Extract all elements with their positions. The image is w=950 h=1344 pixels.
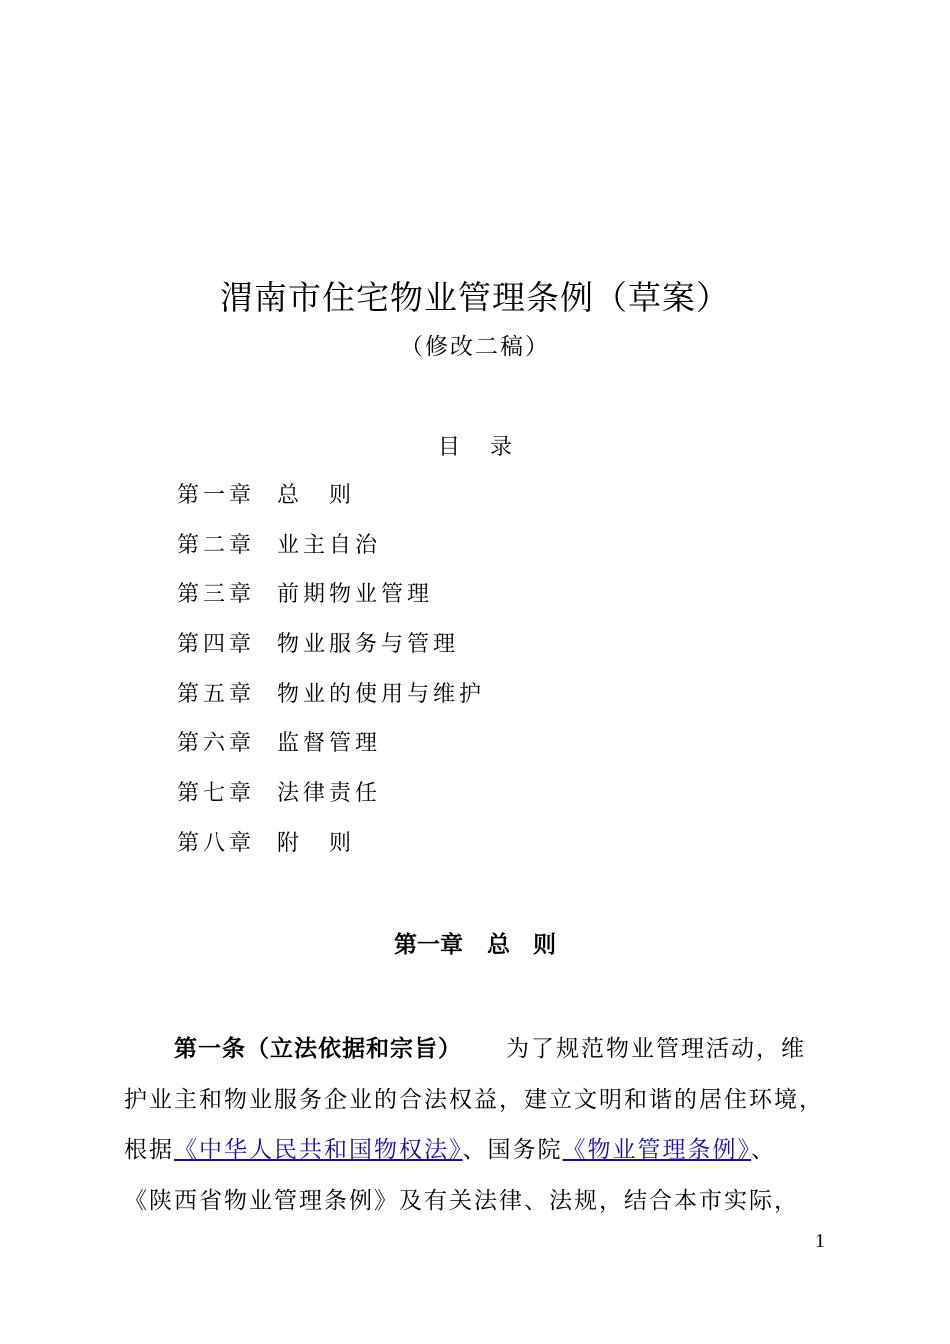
toc-chapter-name: 法律责任 — [277, 781, 382, 807]
toc-chapter-name: 监督管理 — [277, 731, 382, 757]
document-title: 渭南市住宅物业管理条例（草案） — [220, 278, 730, 317]
table-of-contents — [177, 478, 485, 876]
toc-item-chapter-7 — [177, 776, 485, 826]
toc-chapter-number: 第二章 — [177, 532, 256, 558]
toc-heading-right: 录 — [490, 435, 513, 460]
article-line-4: 《陕西省物业管理条例》及有关法律、法规，结合本市实际， — [124, 1187, 799, 1214]
toc-item-chapter-3 — [177, 577, 485, 627]
toc-chapter-name: 物业服务与管理 — [277, 632, 460, 658]
chapter-name: 总 则 — [487, 932, 556, 958]
toc-item-chapter-6 — [177, 726, 485, 776]
article-title: 第一条（立法依据和宗旨） — [174, 1036, 462, 1062]
toc-item-chapter-4 — [177, 627, 485, 677]
article-text: 根据 — [124, 1137, 174, 1163]
article-1-paragraph — [124, 1024, 836, 1226]
article-line-1 — [124, 1024, 836, 1075]
article-line-2: 护业主和物业服务企业的合法权益，建立文明和谐的居住环境， — [124, 1086, 824, 1113]
article-text: 为了规范物业管理活动，维 — [506, 1036, 806, 1062]
document-subtitle: （修改二稿） — [400, 334, 550, 360]
toc-chapter-number: 第五章 — [177, 681, 256, 707]
chapter-heading — [0, 927, 950, 963]
toc-chapter-number: 第七章 — [177, 781, 256, 807]
toc-chapter-name: 附 则 — [277, 830, 356, 856]
toc-item-chapter-1 — [177, 478, 485, 528]
toc-chapter-number: 第八章 — [177, 830, 256, 856]
chapter-number: 第一章 — [394, 932, 463, 958]
page-number: 1 — [815, 1230, 825, 1252]
toc-chapter-name: 总 则 — [277, 483, 356, 508]
article-line-3 — [124, 1125, 836, 1176]
toc-item-chapter-8 — [177, 826, 485, 876]
toc-chapter-name: 物业的使用与维护 — [277, 681, 486, 707]
toc-heading — [0, 430, 950, 466]
toc-heading-left: 目 — [437, 435, 460, 460]
toc-chapter-number: 第六章 — [177, 731, 256, 757]
property-management-regulation-link[interactable]: 《物业管理条例》 — [562, 1137, 751, 1163]
article-text: 、国务院 — [462, 1137, 563, 1163]
property-law-link[interactable]: 《中华人民共和国物权法》 — [174, 1137, 463, 1163]
toc-chapter-number: 第一章 — [177, 483, 256, 508]
toc-item-chapter-2 — [177, 528, 485, 578]
toc-chapter-name: 业主自治 — [277, 532, 382, 558]
toc-chapter-name: 前期物业管理 — [277, 582, 434, 608]
toc-chapter-number: 第四章 — [177, 632, 256, 658]
toc-item-chapter-5 — [177, 677, 485, 727]
article-text: 、 — [751, 1137, 776, 1163]
toc-chapter-number: 第三章 — [177, 582, 256, 608]
